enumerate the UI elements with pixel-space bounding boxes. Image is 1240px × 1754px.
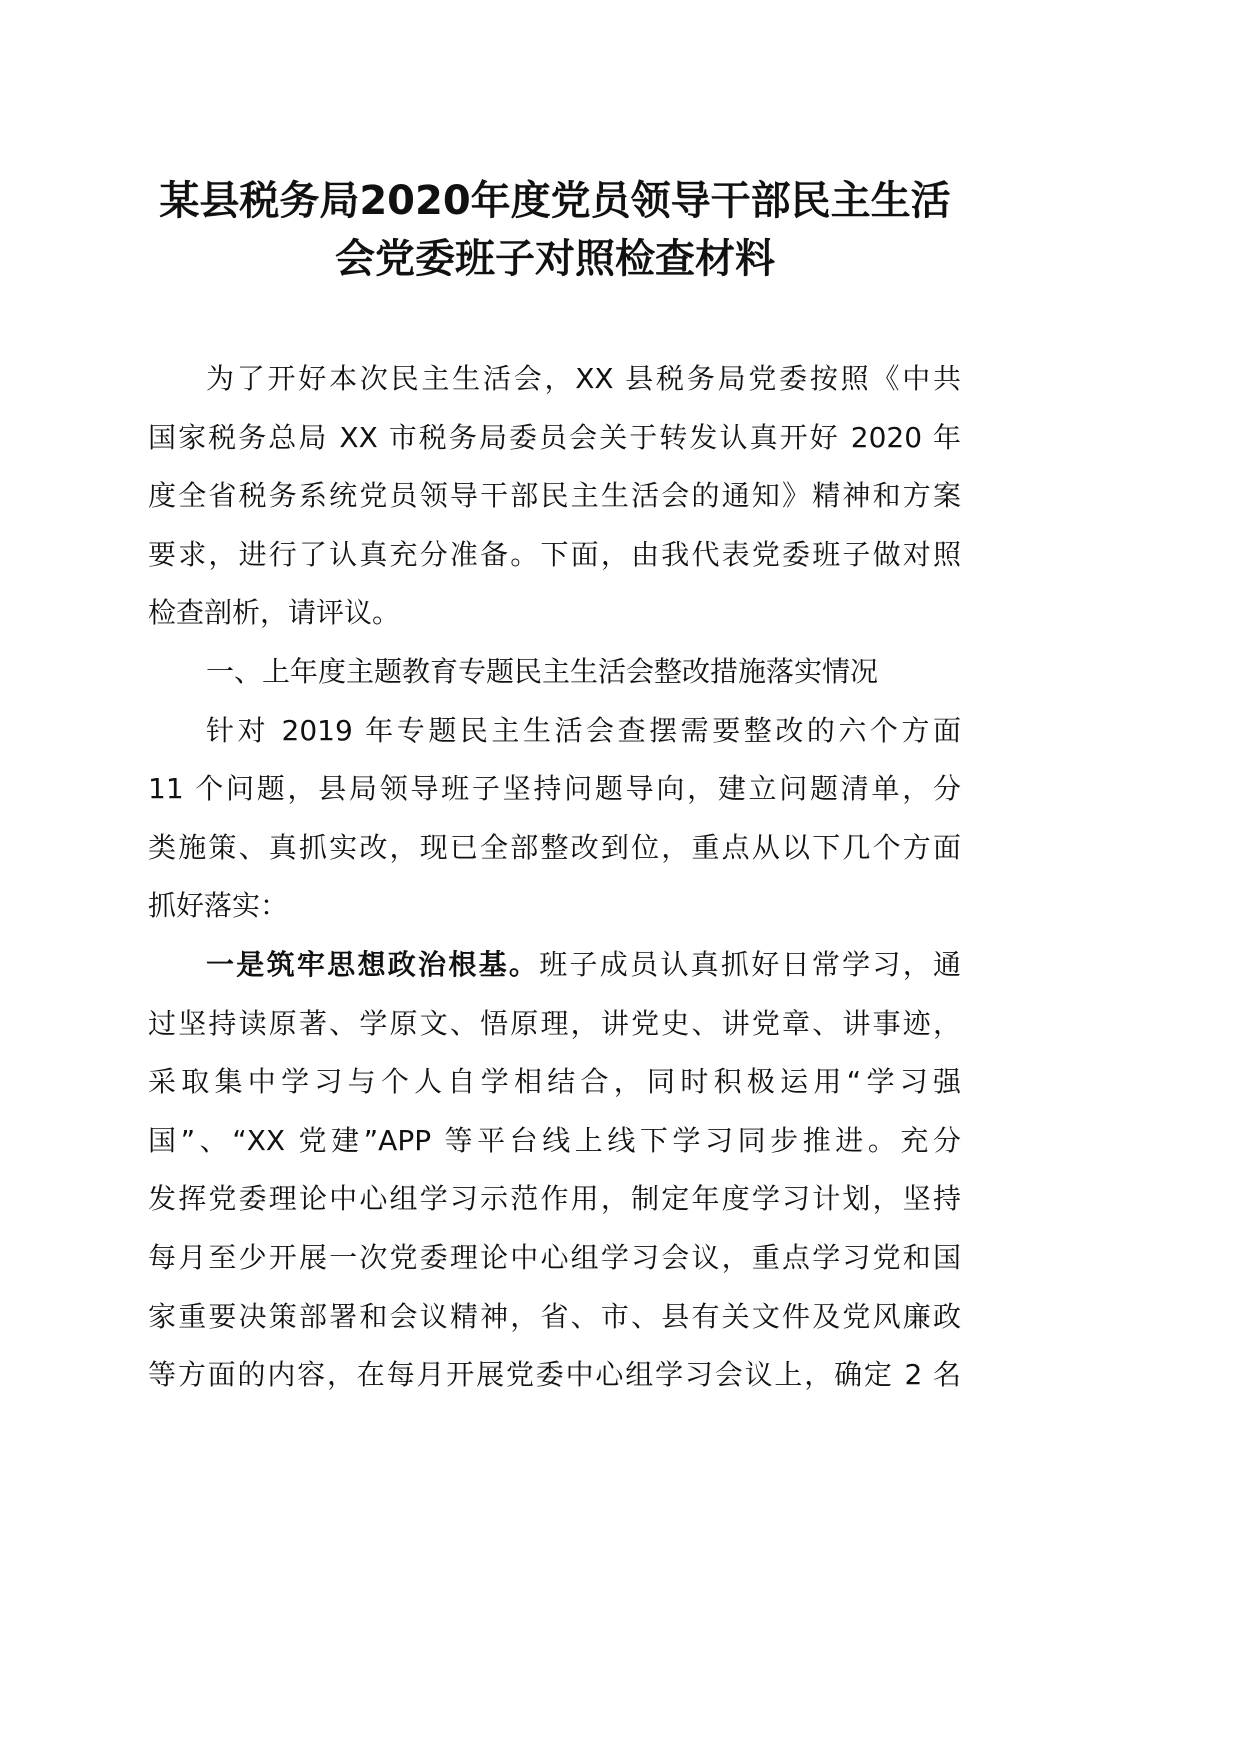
text-line: 家重要决策部署和会议精神，省、市、县有关文件及党风廉政 <box>148 1299 961 1333</box>
text-line: 发挥党委理论中心组学习示范作用，制定年度学习计划，坚持 <box>148 1182 961 1216</box>
text-line: 等方面的内容，在每月开展党委中心组学习会议上，确定 2 名 <box>148 1358 961 1392</box>
document-body <box>148 350 961 1405</box>
paragraph-rectification <box>148 702 961 936</box>
text-line: 抓好落实： <box>148 889 289 923</box>
title-line-1: 某县税务局2020年度党员领导干部民主生活 <box>159 178 951 224</box>
text-line: 一、上年度主题教育专题民主生活会整改措施落实情况 <box>206 654 879 688</box>
text-line: 要求，进行了认真充分准备。下面，由我代表党委班子做对照 <box>148 537 961 571</box>
text-line: 检查剖析，请评议。 <box>148 596 401 630</box>
bold-lead: 一是筑牢思想政治根基。 <box>206 947 540 981</box>
text-line: 国”、“XX 党建”APP 等平台线上线下学习同步推进。充分 <box>148 1123 961 1157</box>
text-line: 每月至少开展一次党委理论中心组学习会议，重点学习党和国 <box>148 1240 961 1274</box>
text-line: 11 个问题，县局领导班子坚持问题导向，建立问题清单，分 <box>148 772 961 806</box>
document-title <box>0 172 1110 288</box>
paragraph-intro <box>148 350 961 643</box>
text-line <box>148 936 961 995</box>
section-heading-1 <box>148 643 961 702</box>
text-line: 度全省税务系统党员领导干部民主生活会的通知》精神和方案 <box>148 479 961 513</box>
title-line-2: 会党委班子对照检查材料 <box>335 236 775 282</box>
text-line: 过坚持读原著、学原文、悟原理，讲党史、讲党章、讲事迹， <box>148 1006 961 1040</box>
text-line: 针对 2019 年专题民主生活会查摆需要整改的六个方面 <box>206 713 961 747</box>
text-line: 为了开好本次民主生活会，XX 县税务局党委按照《中共 <box>206 362 961 395</box>
text-line: 采取集中学习与个人自学相结合，同时积极运用“学习强 <box>148 1065 961 1099</box>
text-span: 班子成员认真抓好日常学习，通 <box>539 947 961 981</box>
text-line: 类施策、真抓实改，现已全部整改到位，重点从以下几个方面 <box>148 830 961 864</box>
text-line: 国家税务总局 XX 市税务局委员会关于转发认真开好 2020 年 <box>148 420 961 454</box>
paragraph-political-foundation <box>148 936 961 1405</box>
